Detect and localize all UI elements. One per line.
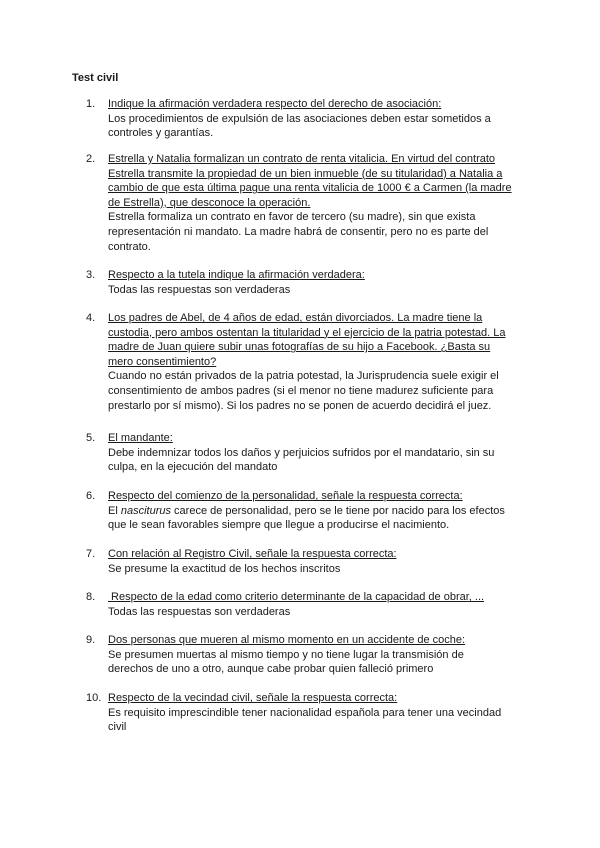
question-text: Dos personas que mueren al mismo momento en un accidente de coche: <box>108 634 466 646</box>
question-text: Respecto a la tutela indique la afirmación verdadera: <box>108 269 365 281</box>
question-text: El mandante: <box>108 432 173 444</box>
answer-text: Se presume la exactitud de los hechos inscritos <box>108 562 341 575</box>
question-number: 6. <box>86 490 96 502</box>
question-number: 4. <box>86 312 96 324</box>
question-number: 7. <box>86 548 96 560</box>
question-text: Estrella y Natalia formalizan un contrato de renta vitalicia. En virtud del contrato Estrella transmite la propiedad de un bien inmueble (de su titularidad) a Natalia a cambio de que esta última pague una renta vitalicia de 1000 € a Carmen (la madre de Estrella), que desconoce la operación. <box>108 153 512 209</box>
answer-rest: carece de personalidad, pero se le tiene por nacido para los efectos que le sean favorables siempre que llegue a producirse el nacimiento. <box>108 504 505 532</box>
answer-text: Todas las respuestas son verdaderas <box>108 283 291 296</box>
question-number: 10. <box>86 692 102 704</box>
page-title: Test civil <box>72 72 119 84</box>
question-text: Los padres de Abel, de 4 años de edad, están divorciados. La madre tiene la custodia, pero ambos ostentan la titularidad y el ejercicio de la patria potestad. La madre de Juan quiere subir unas fotografías de su hijo a Facebook. ¿Basta su mero consentimiento? <box>108 312 506 368</box>
question-number: 3. <box>86 269 96 281</box>
answer-text: Se presumen muertas al mismo tiempo y no tiene lugar la transmisión de derechos de uno a otro, aunque cabe probar quien falleció primero <box>108 648 464 676</box>
question-number: 8. <box>86 591 96 603</box>
answer-text: Todas las respuestas son verdaderas <box>108 605 291 618</box>
answer-text: Debe indemnizar todos los daños y perjuicios sufridos por el mandatario, sin su culpa, en la ejecución del mandato <box>108 446 495 474</box>
question-text: Respecto del comienzo de la personalidad, señale la respuesta correcta: <box>108 490 463 502</box>
answer-text: Los procedimientos de expulsión de las asociaciones deben estar sometidos a controles y garantías. <box>108 112 491 140</box>
answer-italic-term: nasciturus <box>120 504 171 517</box>
question-number: 1. <box>86 98 96 110</box>
question-number: 9. <box>86 634 96 646</box>
question-text: Respecto de la edad como criterio determinante de la capacidad de obrar, ... <box>108 591 485 603</box>
answer-text: Estrella formaliza un contrato en favor de tercero (su madre), sin que exista representación ni mandato. La madre habrá de consentir, pero no es parte del contrato. <box>108 211 489 253</box>
answer-prefix: El <box>108 504 121 517</box>
answer-text <box>108 504 512 533</box>
question-text: Respecto de la vecindad civil, señale la respuesta correcta: <box>108 692 398 704</box>
question-text: Indique la afirmación verdadera respecto del derecho de asociación: <box>108 98 442 110</box>
question-number: 5. <box>86 432 96 444</box>
answer-text: Cuando no están privados de la patria potestad, la Jurisprudencia suele exigir el consentimiento de ambos padres (si el menor no tiene madurez suficiente para prestarlo por sí mismo). Si los padres no se ponen de acuerdo decidirá el juez. <box>108 370 499 412</box>
answer-text: Es requisito imprescindible tener nacionalidad española para tener una vecindad civil <box>108 706 502 734</box>
question-text: Con relación al Registro Civil, señale la respuesta correcta: <box>108 548 397 560</box>
question-number: 2. <box>86 153 96 165</box>
